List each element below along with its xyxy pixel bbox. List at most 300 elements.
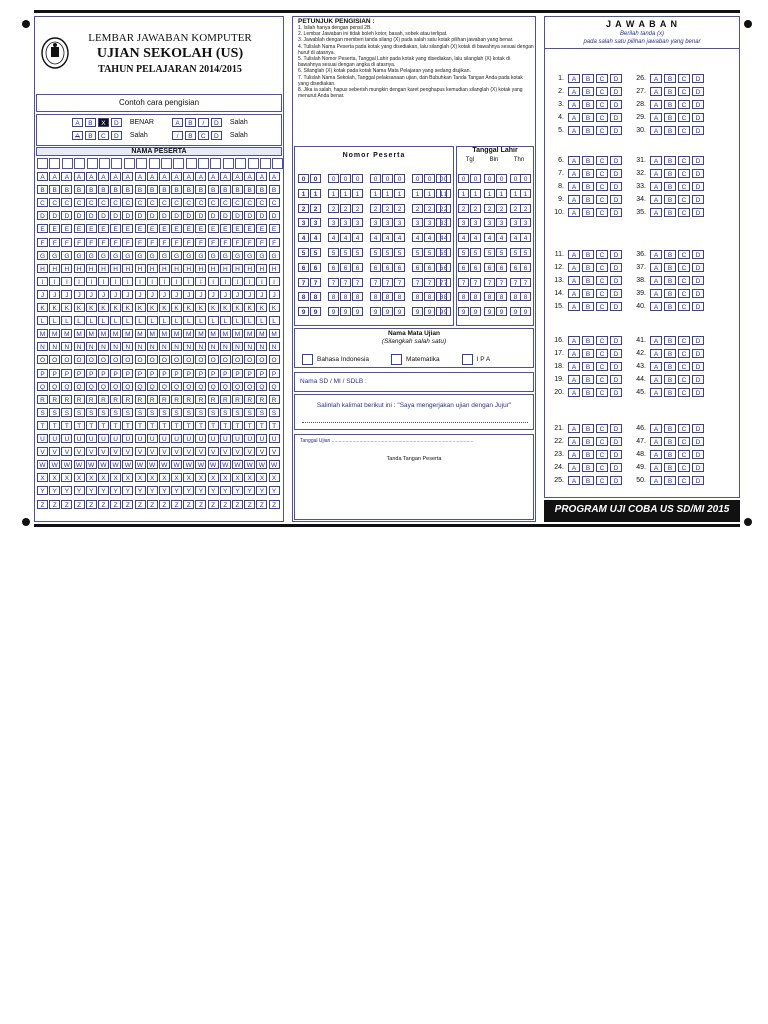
- tanggal-bubble[interactable]: 0: [484, 174, 495, 183]
- nomor-bubble[interactable]: 1: [310, 189, 321, 198]
- nama-bubble[interactable]: Z: [86, 500, 97, 509]
- nama-bubble[interactable]: H: [49, 264, 60, 273]
- answer-bubble[interactable]: B: [582, 156, 594, 165]
- nama-bubble[interactable]: M: [147, 329, 158, 338]
- answer-bubble[interactable]: C: [678, 263, 690, 272]
- nama-bubble[interactable]: I: [37, 277, 48, 286]
- nama-bubble[interactable]: E: [232, 224, 243, 233]
- nama-bubble[interactable]: Y: [110, 486, 121, 495]
- nama-bubble[interactable]: Z: [244, 500, 255, 509]
- nomor-bubble[interactable]: 7: [412, 278, 423, 287]
- nomor-bubble[interactable]: 6: [424, 263, 435, 272]
- nama-bubble[interactable]: B: [208, 185, 219, 194]
- nama-bubble[interactable]: E: [122, 224, 133, 233]
- tanggal-bubble[interactable]: 6: [496, 263, 507, 272]
- nama-bubble[interactable]: O: [220, 355, 231, 364]
- nama-bubble[interactable]: B: [159, 185, 170, 194]
- nama-bubble[interactable]: W: [86, 460, 97, 469]
- nama-bubble[interactable]: Z: [208, 500, 219, 509]
- nomor-bubble[interactable]: 2: [298, 204, 309, 213]
- nomor-bubble[interactable]: 2: [394, 204, 405, 213]
- nama-bubble[interactable]: D: [49, 211, 60, 220]
- nama-bubble[interactable]: K: [269, 303, 280, 312]
- nomor-bubble[interactable]: 2: [382, 204, 393, 213]
- nama-bubble[interactable]: A: [147, 172, 158, 181]
- nama-bubble[interactable]: Z: [110, 500, 121, 509]
- nama-bubble[interactable]: I: [269, 277, 280, 286]
- nomor-bubble[interactable]: 9: [382, 307, 393, 316]
- nama-bubble[interactable]: G: [208, 251, 219, 260]
- nama-bubble[interactable]: I: [147, 277, 158, 286]
- nomor-bubble[interactable]: 6: [412, 263, 423, 272]
- nama-bubble[interactable]: U: [135, 434, 146, 443]
- nomor-bubble[interactable]: 8: [370, 292, 381, 301]
- nomor-bubble[interactable]: 4: [352, 233, 363, 242]
- answer-bubble[interactable]: A: [650, 195, 662, 204]
- nomor-bubble[interactable]: 8: [424, 292, 435, 301]
- tanggal-bubble[interactable]: 9: [496, 307, 507, 316]
- nama-bubble[interactable]: A: [86, 172, 97, 181]
- nama-bubble[interactable]: A: [195, 172, 206, 181]
- nomor-bubble[interactable]: 1: [352, 189, 363, 198]
- nomor-bubble[interactable]: 2: [440, 204, 451, 213]
- nama-bubble[interactable]: E: [98, 224, 109, 233]
- answer-bubble[interactable]: D: [692, 263, 704, 272]
- nama-bubble[interactable]: Y: [232, 486, 243, 495]
- answer-bubble[interactable]: C: [678, 182, 690, 191]
- nama-bubble[interactable]: O: [159, 355, 170, 364]
- answer-bubble[interactable]: A: [568, 100, 580, 109]
- answer-bubble[interactable]: C: [596, 113, 608, 122]
- nomor-bubble[interactable]: 0: [340, 174, 351, 183]
- nama-bubble[interactable]: K: [183, 303, 194, 312]
- nama-bubble[interactable]: Y: [61, 486, 72, 495]
- nomor-bubble[interactable]: 6: [310, 263, 321, 272]
- answer-bubble[interactable]: B: [582, 263, 594, 272]
- tanggal-bubble[interactable]: 7: [458, 278, 469, 287]
- answer-bubble[interactable]: A: [568, 375, 580, 384]
- answer-bubble[interactable]: A: [568, 437, 580, 446]
- nama-bubble[interactable]: R: [74, 395, 85, 404]
- answer-bubble[interactable]: C: [678, 289, 690, 298]
- nama-bubble[interactable]: R: [98, 395, 109, 404]
- answer-bubble[interactable]: A: [650, 289, 662, 298]
- nomor-bubble[interactable]: 9: [370, 307, 381, 316]
- tanggal-bubble[interactable]: 1: [520, 189, 531, 198]
- nama-bubble[interactable]: J: [171, 290, 182, 299]
- nama-bubble[interactable]: B: [195, 185, 206, 194]
- answer-bubble[interactable]: A: [568, 276, 580, 285]
- nama-bubble[interactable]: U: [183, 434, 194, 443]
- nama-bubble[interactable]: K: [122, 303, 133, 312]
- nama-bubble[interactable]: B: [98, 185, 109, 194]
- nama-bubble[interactable]: G: [232, 251, 243, 260]
- answer-bubble[interactable]: C: [596, 424, 608, 433]
- nama-bubble[interactable]: M: [98, 329, 109, 338]
- nama-bubble[interactable]: D: [122, 211, 133, 220]
- answer-bubble[interactable]: A: [650, 349, 662, 358]
- nomor-bubble[interactable]: 4: [394, 233, 405, 242]
- answer-bubble[interactable]: D: [610, 375, 622, 384]
- tanggal-bubble[interactable]: 4: [496, 233, 507, 242]
- nomor-bubble[interactable]: 9: [352, 307, 363, 316]
- nama-bubble[interactable]: V: [74, 447, 85, 456]
- answer-bubble[interactable]: D: [692, 208, 704, 217]
- answer-bubble[interactable]: C: [678, 276, 690, 285]
- answer-bubble[interactable]: B: [664, 388, 676, 397]
- nama-bubble[interactable]: P: [183, 369, 194, 378]
- nomor-bubble[interactable]: 2: [370, 204, 381, 213]
- nama-bubble[interactable]: D: [208, 211, 219, 220]
- nama-entry-box[interactable]: [223, 158, 234, 169]
- nama-bubble[interactable]: A: [256, 172, 267, 181]
- nama-bubble[interactable]: F: [208, 238, 219, 247]
- nama-bubble[interactable]: W: [122, 460, 133, 469]
- nomor-bubble[interactable]: 9: [440, 307, 451, 316]
- nama-entry-box[interactable]: [186, 158, 197, 169]
- nama-entry-box[interactable]: [99, 158, 110, 169]
- nama-bubble[interactable]: S: [37, 408, 48, 417]
- tanggal-bubble[interactable]: 6: [458, 263, 469, 272]
- answer-bubble[interactable]: C: [596, 126, 608, 135]
- answer-bubble[interactable]: D: [692, 362, 704, 371]
- answer-bubble[interactable]: B: [582, 113, 594, 122]
- nomor-bubble[interactable]: 8: [310, 292, 321, 301]
- answer-bubble[interactable]: B: [582, 463, 594, 472]
- nama-bubble[interactable]: V: [37, 447, 48, 456]
- nama-bubble[interactable]: G: [135, 251, 146, 260]
- nama-bubble[interactable]: K: [86, 303, 97, 312]
- nama-bubble[interactable]: R: [159, 395, 170, 404]
- nama-bubble[interactable]: W: [37, 460, 48, 469]
- nomor-bubble[interactable]: 5: [382, 248, 393, 257]
- nama-bubble[interactable]: U: [98, 434, 109, 443]
- nama-bubble[interactable]: J: [269, 290, 280, 299]
- nama-bubble[interactable]: Y: [269, 486, 280, 495]
- nama-bubble[interactable]: L: [110, 316, 121, 325]
- nama-bubble[interactable]: Z: [232, 500, 243, 509]
- nama-bubble[interactable]: D: [256, 211, 267, 220]
- nama-bubble[interactable]: G: [183, 251, 194, 260]
- answer-bubble[interactable]: B: [664, 113, 676, 122]
- nama-bubble[interactable]: V: [159, 447, 170, 456]
- nama-bubble[interactable]: P: [135, 369, 146, 378]
- nama-bubble[interactable]: G: [147, 251, 158, 260]
- nomor-bubble[interactable]: 4: [436, 233, 447, 242]
- nama-bubble[interactable]: W: [183, 460, 194, 469]
- nama-bubble[interactable]: P: [256, 369, 267, 378]
- nama-bubble[interactable]: F: [195, 238, 206, 247]
- nama-bubble[interactable]: W: [232, 460, 243, 469]
- nomor-bubble[interactable]: 8: [394, 292, 405, 301]
- nama-bubble[interactable]: Z: [122, 500, 133, 509]
- nama-bubble[interactable]: X: [98, 473, 109, 482]
- nama-bubble[interactable]: Z: [147, 500, 158, 509]
- nomor-bubble[interactable]: 3: [436, 218, 447, 227]
- answer-bubble[interactable]: D: [610, 476, 622, 485]
- nama-bubble[interactable]: I: [220, 277, 231, 286]
- nomor-bubble[interactable]: 2: [436, 204, 447, 213]
- nomor-bubble[interactable]: 1: [298, 189, 309, 198]
- nama-bubble[interactable]: G: [195, 251, 206, 260]
- tanggal-bubble[interactable]: 1: [496, 189, 507, 198]
- nama-bubble[interactable]: L: [98, 316, 109, 325]
- tanggal-bubble[interactable]: 4: [510, 233, 521, 242]
- nama-bubble[interactable]: J: [220, 290, 231, 299]
- nama-bubble[interactable]: C: [110, 198, 121, 207]
- answer-bubble[interactable]: D: [610, 169, 622, 178]
- answer-bubble[interactable]: D: [692, 182, 704, 191]
- answer-bubble[interactable]: B: [664, 336, 676, 345]
- answer-bubble[interactable]: C: [596, 302, 608, 311]
- nama-bubble[interactable]: I: [256, 277, 267, 286]
- nama-bubble[interactable]: V: [135, 447, 146, 456]
- answer-bubble[interactable]: A: [650, 362, 662, 371]
- answer-bubble[interactable]: D: [692, 276, 704, 285]
- nomor-bubble[interactable]: 0: [412, 174, 423, 183]
- nama-bubble[interactable]: Q: [74, 382, 85, 391]
- nama-bubble[interactable]: W: [208, 460, 219, 469]
- nama-bubble[interactable]: O: [74, 355, 85, 364]
- nama-bubble[interactable]: O: [256, 355, 267, 364]
- nomor-bubble[interactable]: 1: [328, 189, 339, 198]
- answer-bubble[interactable]: D: [610, 87, 622, 96]
- nama-bubble[interactable]: N: [98, 342, 109, 351]
- nama-bubble[interactable]: F: [232, 238, 243, 247]
- nama-bubble[interactable]: S: [269, 408, 280, 417]
- nama-bubble[interactable]: W: [74, 460, 85, 469]
- nama-bubble[interactable]: G: [74, 251, 85, 260]
- nama-entry-box[interactable]: [111, 158, 122, 169]
- nama-bubble[interactable]: L: [37, 316, 48, 325]
- tanggal-bubble[interactable]: 6: [520, 263, 531, 272]
- answer-bubble[interactable]: B: [664, 156, 676, 165]
- nama-bubble[interactable]: Q: [98, 382, 109, 391]
- nama-bubble[interactable]: N: [61, 342, 72, 351]
- nama-bubble[interactable]: N: [208, 342, 219, 351]
- nomor-bubble[interactable]: 9: [298, 307, 309, 316]
- nama-bubble[interactable]: R: [147, 395, 158, 404]
- nama-bubble[interactable]: W: [61, 460, 72, 469]
- nama-bubble[interactable]: E: [147, 224, 158, 233]
- nama-bubble[interactable]: B: [86, 185, 97, 194]
- nama-bubble[interactable]: T: [220, 421, 231, 430]
- answer-bubble[interactable]: A: [650, 276, 662, 285]
- nama-bubble[interactable]: A: [171, 172, 182, 181]
- nama-bubble[interactable]: P: [195, 369, 206, 378]
- answer-bubble[interactable]: A: [568, 450, 580, 459]
- nama-entry-box[interactable]: [149, 158, 160, 169]
- nama-bubble[interactable]: E: [49, 224, 60, 233]
- nama-entry-box[interactable]: [173, 158, 184, 169]
- nomor-bubble[interactable]: 4: [310, 233, 321, 242]
- answer-bubble[interactable]: D: [610, 195, 622, 204]
- nama-bubble[interactable]: D: [183, 211, 194, 220]
- nama-bubble[interactable]: L: [269, 316, 280, 325]
- nama-entry-box[interactable]: [161, 158, 172, 169]
- nama-bubble[interactable]: A: [208, 172, 219, 181]
- nama-bubble[interactable]: D: [37, 211, 48, 220]
- nomor-bubble[interactable]: 5: [424, 248, 435, 257]
- answer-bubble[interactable]: D: [692, 126, 704, 135]
- nama-bubble[interactable]: S: [49, 408, 60, 417]
- tanggal-bubble[interactable]: 0: [470, 174, 481, 183]
- nama-bubble[interactable]: T: [86, 421, 97, 430]
- tanggal-bubble[interactable]: 6: [484, 263, 495, 272]
- tanggal-bubble[interactable]: 2: [520, 204, 531, 213]
- nama-bubble[interactable]: F: [122, 238, 133, 247]
- nama-bubble[interactable]: K: [220, 303, 231, 312]
- nama-bubble[interactable]: I: [110, 277, 121, 286]
- answer-bubble[interactable]: A: [650, 74, 662, 83]
- nama-bubble[interactable]: I: [171, 277, 182, 286]
- nama-bubble[interactable]: H: [98, 264, 109, 273]
- nama-bubble[interactable]: G: [61, 251, 72, 260]
- nama-bubble[interactable]: Y: [122, 486, 133, 495]
- answer-bubble[interactable]: C: [678, 302, 690, 311]
- nama-bubble[interactable]: A: [159, 172, 170, 181]
- answer-bubble[interactable]: C: [678, 156, 690, 165]
- nomor-bubble[interactable]: 1: [440, 189, 451, 198]
- nama-bubble[interactable]: R: [135, 395, 146, 404]
- nama-bubble[interactable]: X: [159, 473, 170, 482]
- nomor-bubble[interactable]: 0: [298, 174, 309, 183]
- nama-entry-box[interactable]: [210, 158, 221, 169]
- nomor-bubble[interactable]: 2: [412, 204, 423, 213]
- nama-bubble[interactable]: A: [244, 172, 255, 181]
- nama-bubble[interactable]: U: [37, 434, 48, 443]
- tanggal-bubble[interactable]: 8: [484, 292, 495, 301]
- nama-bubble[interactable]: N: [147, 342, 158, 351]
- nama-bubble[interactable]: C: [122, 198, 133, 207]
- nomor-bubble[interactable]: 7: [394, 278, 405, 287]
- nama-bubble[interactable]: M: [122, 329, 133, 338]
- answer-bubble[interactable]: B: [582, 437, 594, 446]
- nama-bubble[interactable]: V: [122, 447, 133, 456]
- nama-bubble[interactable]: P: [74, 369, 85, 378]
- nama-bubble[interactable]: B: [171, 185, 182, 194]
- nama-bubble[interactable]: C: [159, 198, 170, 207]
- nama-bubble[interactable]: M: [135, 329, 146, 338]
- nama-bubble[interactable]: E: [37, 224, 48, 233]
- nama-bubble[interactable]: E: [244, 224, 255, 233]
- answer-bubble[interactable]: D: [692, 302, 704, 311]
- nama-bubble[interactable]: Z: [195, 500, 206, 509]
- nama-bubble[interactable]: R: [122, 395, 133, 404]
- nama-bubble[interactable]: P: [122, 369, 133, 378]
- nama-bubble[interactable]: W: [147, 460, 158, 469]
- nama-bubble[interactable]: X: [220, 473, 231, 482]
- nama-bubble[interactable]: Y: [147, 486, 158, 495]
- nama-bubble[interactable]: O: [135, 355, 146, 364]
- nomor-bubble[interactable]: 8: [412, 292, 423, 301]
- nama-bubble[interactable]: H: [269, 264, 280, 273]
- answer-bubble[interactable]: A: [568, 169, 580, 178]
- nama-bubble[interactable]: D: [159, 211, 170, 220]
- answer-bubble[interactable]: A: [568, 126, 580, 135]
- nama-bubble[interactable]: J: [74, 290, 85, 299]
- nama-bubble[interactable]: V: [86, 447, 97, 456]
- nama-bubble[interactable]: U: [147, 434, 158, 443]
- nama-bubble[interactable]: C: [232, 198, 243, 207]
- nama-bubble[interactable]: M: [37, 329, 48, 338]
- nama-bubble[interactable]: T: [269, 421, 280, 430]
- answer-bubble[interactable]: B: [582, 476, 594, 485]
- nama-bubble[interactable]: L: [256, 316, 267, 325]
- nama-bubble[interactable]: Y: [256, 486, 267, 495]
- answer-bubble[interactable]: B: [664, 195, 676, 204]
- nama-bubble[interactable]: X: [49, 473, 60, 482]
- answer-bubble[interactable]: C: [596, 450, 608, 459]
- nama-bubble[interactable]: X: [232, 473, 243, 482]
- tanggal-bubble[interactable]: 7: [470, 278, 481, 287]
- nomor-bubble[interactable]: 1: [436, 189, 447, 198]
- answer-bubble[interactable]: B: [582, 126, 594, 135]
- answer-bubble[interactable]: D: [610, 463, 622, 472]
- nama-bubble[interactable]: H: [74, 264, 85, 273]
- answer-bubble[interactable]: B: [664, 289, 676, 298]
- answer-bubble[interactable]: B: [582, 182, 594, 191]
- answer-bubble[interactable]: D: [610, 208, 622, 217]
- nama-bubble[interactable]: U: [74, 434, 85, 443]
- nama-bubble[interactable]: U: [49, 434, 60, 443]
- nama-bubble[interactable]: C: [147, 198, 158, 207]
- nomor-bubble[interactable]: 7: [298, 278, 309, 287]
- nama-bubble[interactable]: W: [159, 460, 170, 469]
- nama-bubble[interactable]: T: [98, 421, 109, 430]
- nomor-bubble[interactable]: 9: [340, 307, 351, 316]
- nama-bubble[interactable]: T: [244, 421, 255, 430]
- nama-bubble[interactable]: U: [220, 434, 231, 443]
- nomor-bubble[interactable]: 4: [328, 233, 339, 242]
- nama-bubble[interactable]: S: [61, 408, 72, 417]
- nomor-bubble[interactable]: 6: [394, 263, 405, 272]
- nama-bubble[interactable]: D: [86, 211, 97, 220]
- tanggal-bubble[interactable]: 0: [510, 174, 521, 183]
- nama-bubble[interactable]: C: [183, 198, 194, 207]
- nama-bubble[interactable]: P: [61, 369, 72, 378]
- nomor-bubble[interactable]: 8: [352, 292, 363, 301]
- nomor-bubble[interactable]: 6: [340, 263, 351, 272]
- nama-bubble[interactable]: N: [135, 342, 146, 351]
- answer-bubble[interactable]: D: [610, 182, 622, 191]
- nama-bubble[interactable]: U: [159, 434, 170, 443]
- nama-bubble[interactable]: M: [159, 329, 170, 338]
- nama-bubble[interactable]: I: [122, 277, 133, 286]
- nama-bubble[interactable]: M: [183, 329, 194, 338]
- nama-bubble[interactable]: H: [256, 264, 267, 273]
- tanggal-bubble[interactable]: 5: [520, 248, 531, 257]
- answer-bubble[interactable]: B: [664, 302, 676, 311]
- nomor-bubble[interactable]: 4: [424, 233, 435, 242]
- nama-bubble[interactable]: O: [98, 355, 109, 364]
- nama-entry-box[interactable]: [198, 158, 209, 169]
- nama-bubble[interactable]: O: [208, 355, 219, 364]
- nama-bubble[interactable]: C: [49, 198, 60, 207]
- nama-bubble[interactable]: W: [269, 460, 280, 469]
- nama-bubble[interactable]: L: [159, 316, 170, 325]
- nama-bubble[interactable]: Q: [86, 382, 97, 391]
- answer-bubble[interactable]: B: [582, 336, 594, 345]
- answer-bubble[interactable]: C: [596, 100, 608, 109]
- nama-bubble[interactable]: K: [135, 303, 146, 312]
- answer-bubble[interactable]: B: [664, 276, 676, 285]
- nomor-bubble[interactable]: 0: [424, 174, 435, 183]
- nama-bubble[interactable]: X: [208, 473, 219, 482]
- nama-bubble[interactable]: N: [49, 342, 60, 351]
- nama-bubble[interactable]: D: [110, 211, 121, 220]
- tanggal-bubble[interactable]: 8: [470, 292, 481, 301]
